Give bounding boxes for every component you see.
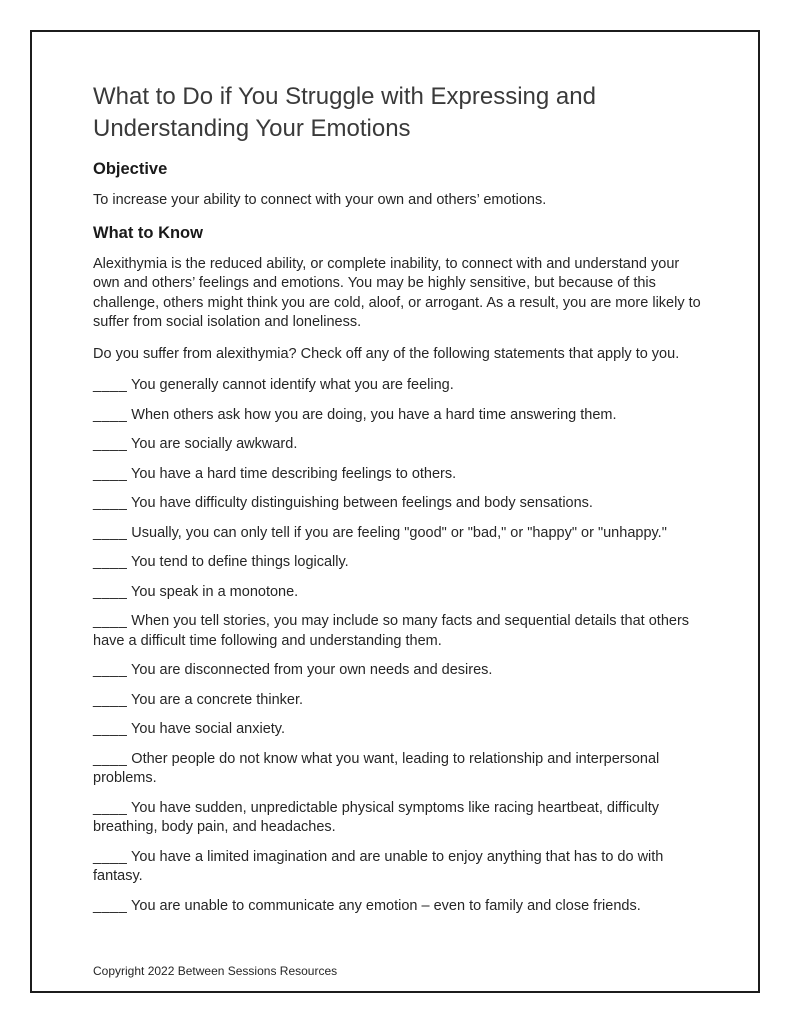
answer-blank[interactable]: ____	[93, 897, 128, 914]
answer-blank[interactable]: ____	[93, 613, 128, 629]
what-to-know-heading: What to Know	[93, 223, 203, 242]
checklist-item-text: You have social anxiety.	[131, 721, 286, 737]
answer-blank[interactable]: ____	[93, 465, 128, 482]
checklist-item-text: When others ask how you are doing, you have a hard time answering them.	[131, 406, 617, 423]
answer-blank[interactable]: ____	[93, 554, 128, 570]
checklist-item-text: You are disconnected from your own needs and desires.	[131, 662, 493, 678]
checklist-item-text: You are a concrete thinker.	[131, 691, 304, 708]
answer-blank[interactable]: ____	[93, 799, 128, 816]
answer-blank[interactable]: ____	[93, 750, 128, 767]
checklist-item	[93, 435, 702, 455]
checklist-item	[93, 465, 702, 485]
worksheet-page	[30, 31, 760, 993]
checklist-item	[93, 750, 702, 789]
checklist-item-text: You generally cannot identify what you are feeling.	[131, 377, 454, 393]
checklist-item-text: You speak in a monotone.	[131, 583, 299, 600]
checklist-item	[93, 583, 702, 603]
checklist-item	[93, 376, 702, 396]
checklist-item	[93, 553, 702, 573]
checklist-item-text: You are unable to communicate any emotion – even to family and close friends.	[131, 897, 641, 914]
objective-heading: Objective	[93, 160, 168, 178]
checklist-item-text: You have sudden, unpredictable physical symptoms like racing heartbeat, difficulty breathing, body pain, and headaches.	[93, 799, 659, 835]
answer-blank[interactable]: ____	[93, 691, 128, 708]
checklist-item-text: You have a hard time describing feelings to others.	[131, 465, 457, 482]
checklist-item	[93, 897, 702, 917]
checklist-item-text: You have difficulty distinguishing between feelings and body sensations.	[131, 495, 593, 511]
answer-blank[interactable]: ____	[93, 436, 128, 452]
copyright-footer: Copyright 2022 Between Sessions Resources	[93, 964, 338, 978]
what-to-know-paragraph: Alexithymia is the reduced ability, or complete inability, to connect with and understand your own and others’ feelings and emotions. You may be highly sensitive, but because of this challenge, others might think you are cold, aloof, or arrogant. As a result, you are more likely to suffer from social isolation and loneliness.	[93, 255, 701, 330]
checklist-prompt: Do you suffer from alexithymia? Check off any of the following statements that apply to you.	[93, 345, 680, 362]
checklist	[93, 376, 702, 916]
checklist-item	[93, 848, 702, 887]
answer-blank[interactable]: ____	[93, 848, 128, 865]
checklist-item-text: You tend to define things logically.	[131, 554, 349, 570]
answer-blank[interactable]: ____	[93, 495, 128, 511]
answer-blank[interactable]: ____	[93, 583, 128, 600]
checklist-item-text: You are socially awkward.	[131, 436, 298, 452]
answer-blank[interactable]: ____	[93, 721, 128, 737]
checklist-item	[93, 799, 702, 838]
checklist-item-text: You have a limited imagination and are unable to enjoy anything that has to do with fantasy.	[93, 848, 664, 884]
checklist-item	[93, 720, 702, 740]
checklist-item	[93, 691, 702, 711]
checklist-item-text: Other people do not know what you want, leading to relationship and interpersonal problems.	[93, 750, 660, 786]
checklist-item	[93, 661, 702, 681]
checklist-item	[93, 612, 702, 651]
answer-blank[interactable]: ____	[93, 406, 128, 423]
checklist-item-text: When you tell stories, you may include so many facts and sequential details that others have a difficult time following and understanding them.	[93, 613, 690, 649]
checklist-item	[93, 524, 702, 544]
objective-text: To increase your ability to connect with your own and others’ emotions.	[93, 192, 547, 208]
checklist-item	[93, 406, 702, 426]
answer-blank[interactable]: ____	[93, 377, 128, 393]
checklist-item-text: Usually, you can only tell if you are feeling "good" or "bad," or "happy" or "unhappy."	[131, 524, 667, 541]
page-title: What to Do if You Struggle with Expressing and Understanding Your Emotions	[93, 83, 596, 142]
answer-blank[interactable]: ____	[93, 524, 128, 541]
answer-blank[interactable]: ____	[93, 662, 128, 678]
checklist-item	[93, 494, 702, 514]
